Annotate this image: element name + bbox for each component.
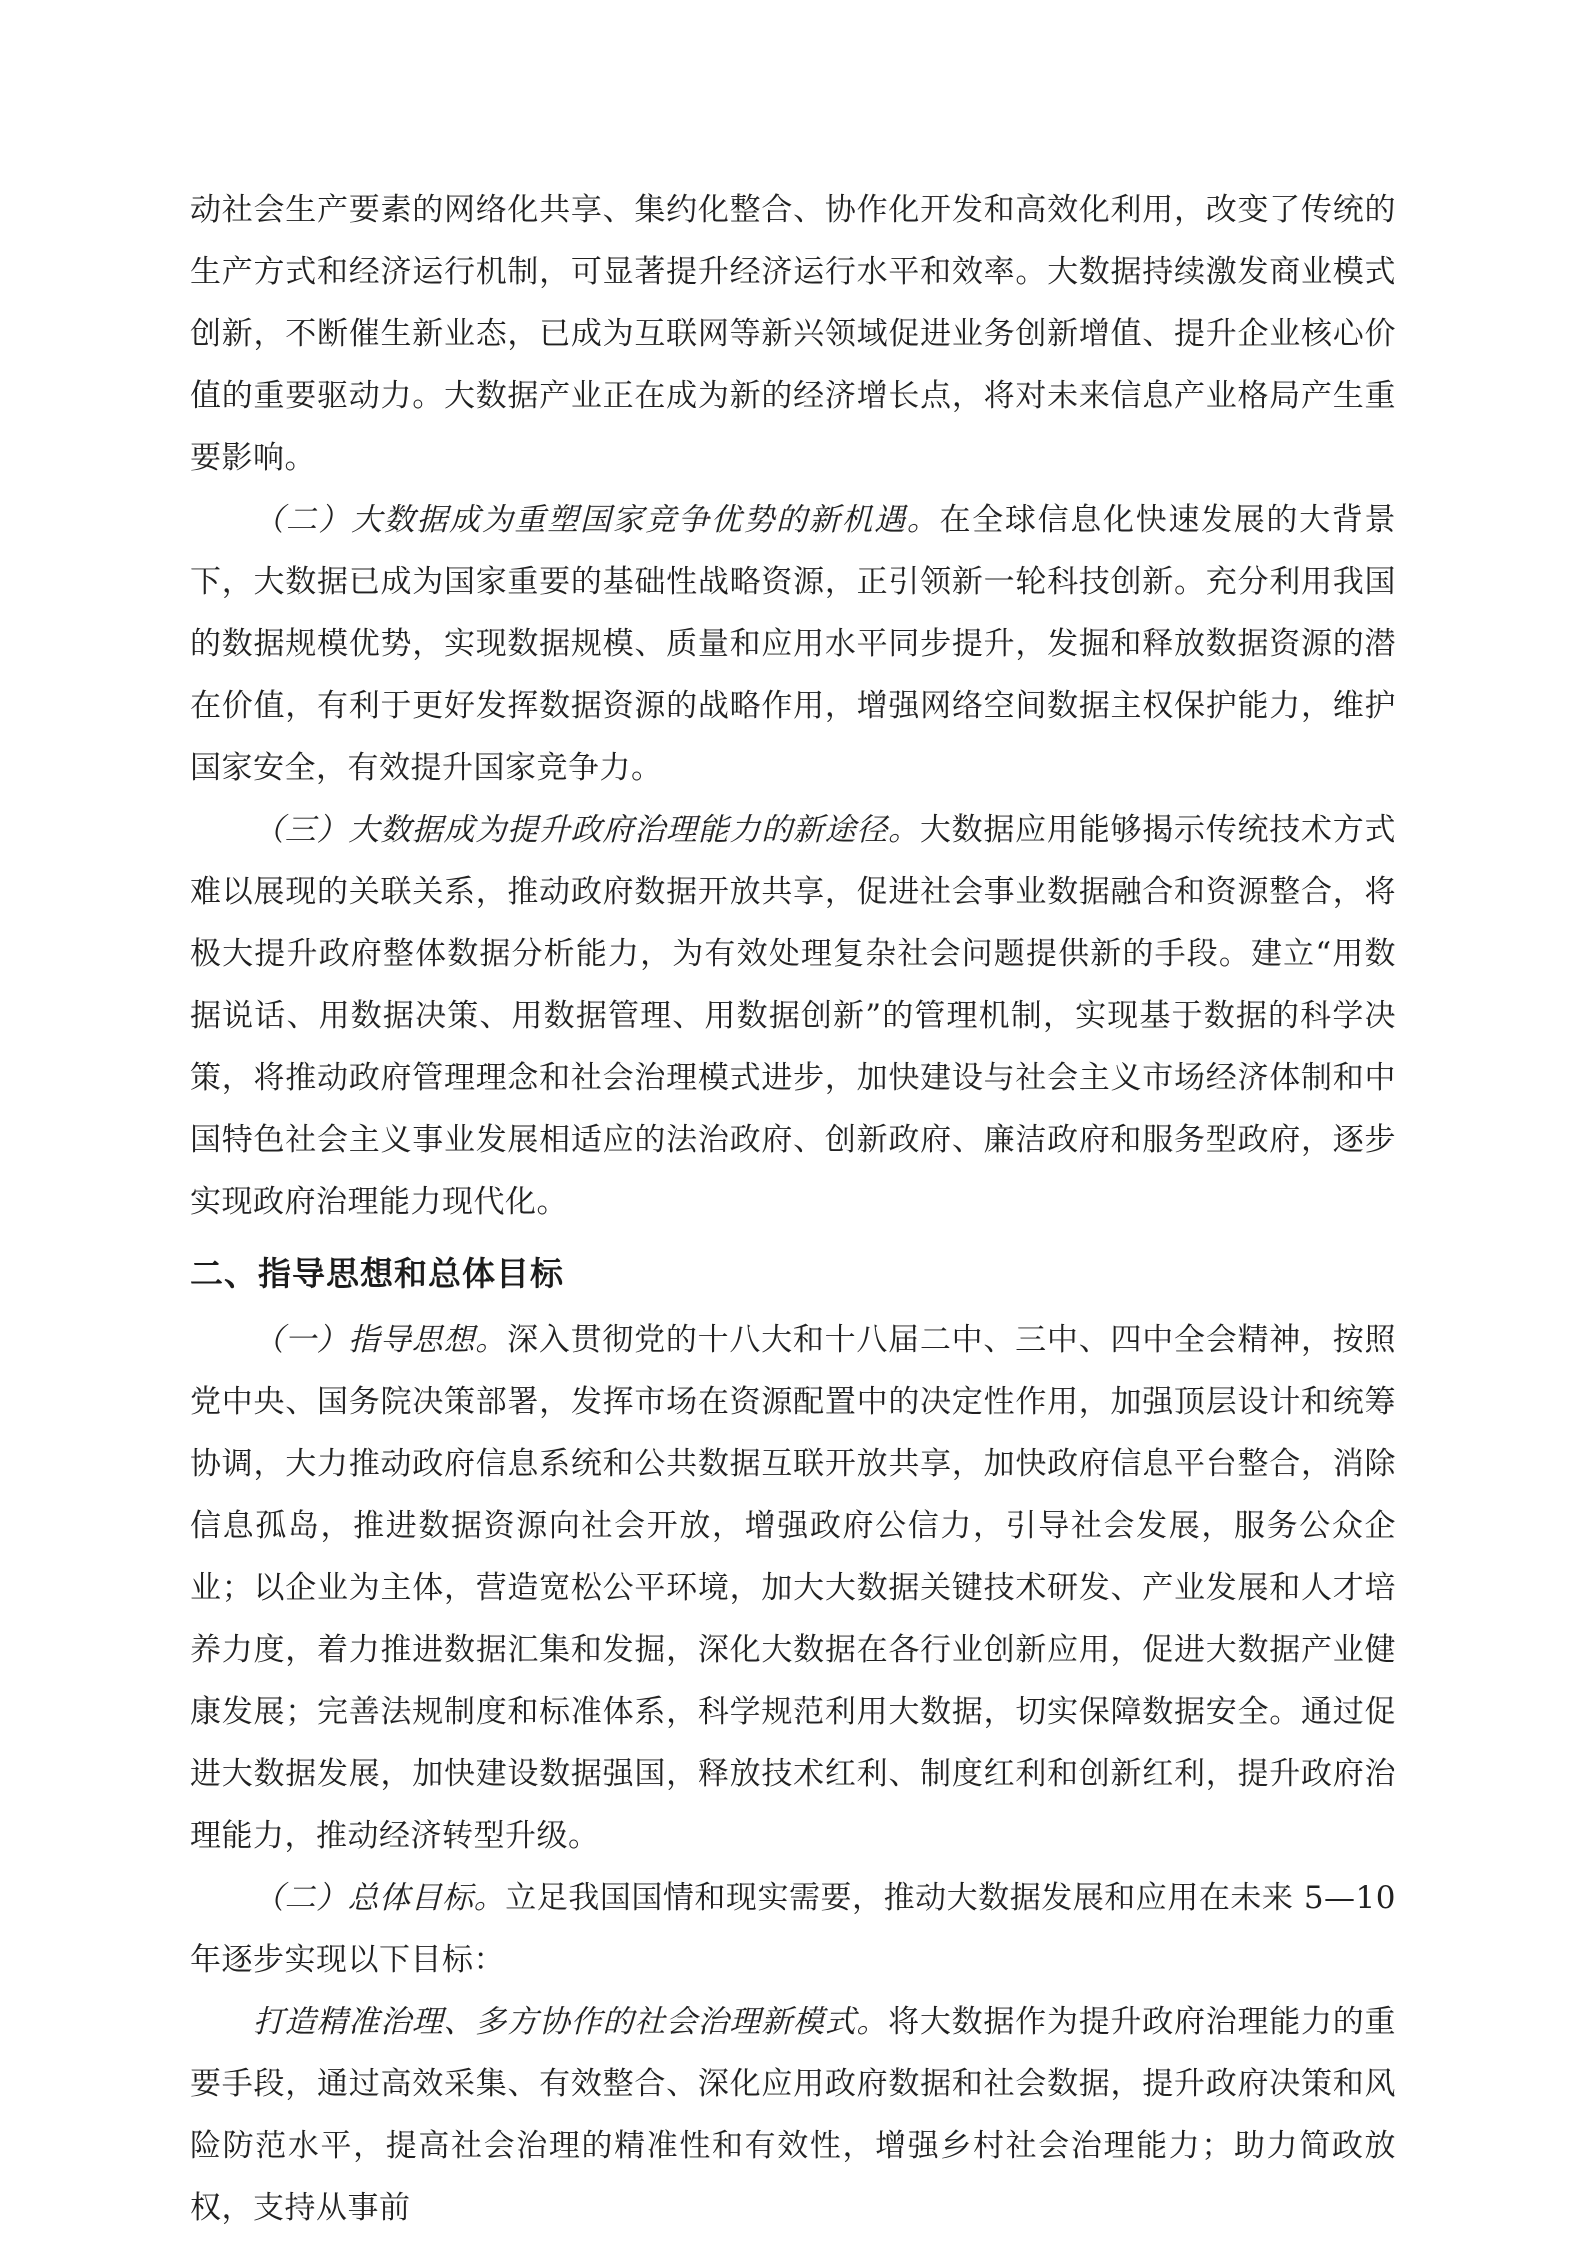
paragraph-text: 大数据应用能够揭示传统技术方式难以展现的关联关系，推动政府数据开放共享，促进社会事业数据融合和资源整合，将极大提升政府整体数据分析能力，为有效处理复杂社会问题提供新的手段。建立“用数据说话、用数据决策、用数据管理、用数据创新”的管理机制，实现基于数据的科学决策，将推动政府管理理念和社会治理模式进步，加快建设与社会主义市场经济体制和中国特色社会主义事业发展相适应的法治政府、创新政府、廉洁政府和服务型政府，逐步实现政府治理能力现代化。 — [190, 812, 1397, 1220]
paragraph-lead-emphasis: 打造精准治理、多方协作的社会治理新模式。 — [253, 2004, 889, 2040]
paragraph-text: 立足我国国情和现实需要，推动大数据发展和应用在未来 5—10 年逐步实现以下目标： — [190, 1880, 1396, 1978]
paragraph-text: 动社会生产要素的网络化共享、集约化整合、协作化开发和高效化利用，改变了传统的生产方式和经济运行机制，可显著提升经济运行水平和效率。大数据持续激发商业模式创新，不断催生新业态，已成为互联网等新兴领域促进业务创新增值、提升企业核心价值的重要驱动力。大数据产业正在成为新的经济增长点，将对未来信息产业格局产生重要影响。 — [190, 192, 1396, 476]
section-heading: 二、指导思想和总体目标 — [190, 1255, 564, 1292]
body-paragraph — [190, 1309, 1396, 1867]
paragraph-lead-emphasis: （一）指导思想。 — [253, 1322, 508, 1358]
body-paragraph — [190, 1867, 1396, 1991]
paragraph-lead-emphasis: （二）大数据成为重塑国家竞争优势的新机遇。 — [253, 502, 940, 538]
paragraph-text: 在全球信息化快速发展的大背景下，大数据已成为国家重要的基础性战略资源，正引领新一轮科技创新。充分利用我国的数据规模优势，实现数据规模、质量和应用水平同步提升，发掘和释放数据资源的潜在价值，有利于更好发挥数据资源的战略作用，增强网络空间数据主权保护能力，维护国家安全，有效提升国家竞争力。 — [190, 502, 1396, 786]
body-paragraph — [190, 799, 1396, 1233]
paragraph-lead-emphasis: （三）大数据成为提升政府治理能力的新途径。 — [253, 812, 920, 848]
body-paragraph — [190, 1991, 1396, 2239]
body-paragraph — [190, 179, 1396, 489]
body-paragraph — [190, 489, 1396, 799]
paragraph-text: 将大数据作为提升政府治理能力的重要手段，通过高效采集、有效整合、深化应用政府数据和社会数据，提升政府决策和风险防范水平，提高社会治理的精准性和有效性，增强乡村社会治理能力；助力简政放权，支持从事前 — [190, 2004, 1397, 2226]
paragraph-text: 深入贯彻党的十八大和十八届二中、三中、四中全会精神，按照党中央、国务院决策部署，发挥市场在资源配置中的决定性作用，加强顶层设计和统筹协调，大力推动政府信息系统和公共数据互联开放共享，加快政府信息平台整合，消除信息孤岛，推进数据资源向社会开放，增强政府公信力，引导社会发展，服务公众企业；以企业为主体，营造宽松公平环境，加大大数据关键技术研发、产业发展和人才培养力度，着力推进数据汇集和发掘，深化大数据在各行业创新应用，促进大数据产业健康发展；完善法规制度和标准体系，科学规范利用大数据，切实保障数据安全。通过促进大数据发展，加快建设数据强国，释放技术红利、制度红利和创新红利，提升政府治理能力，推动经济转型升级。 — [190, 1322, 1397, 1854]
paragraph-lead-emphasis: （二）总体目标。 — [253, 1880, 506, 1916]
